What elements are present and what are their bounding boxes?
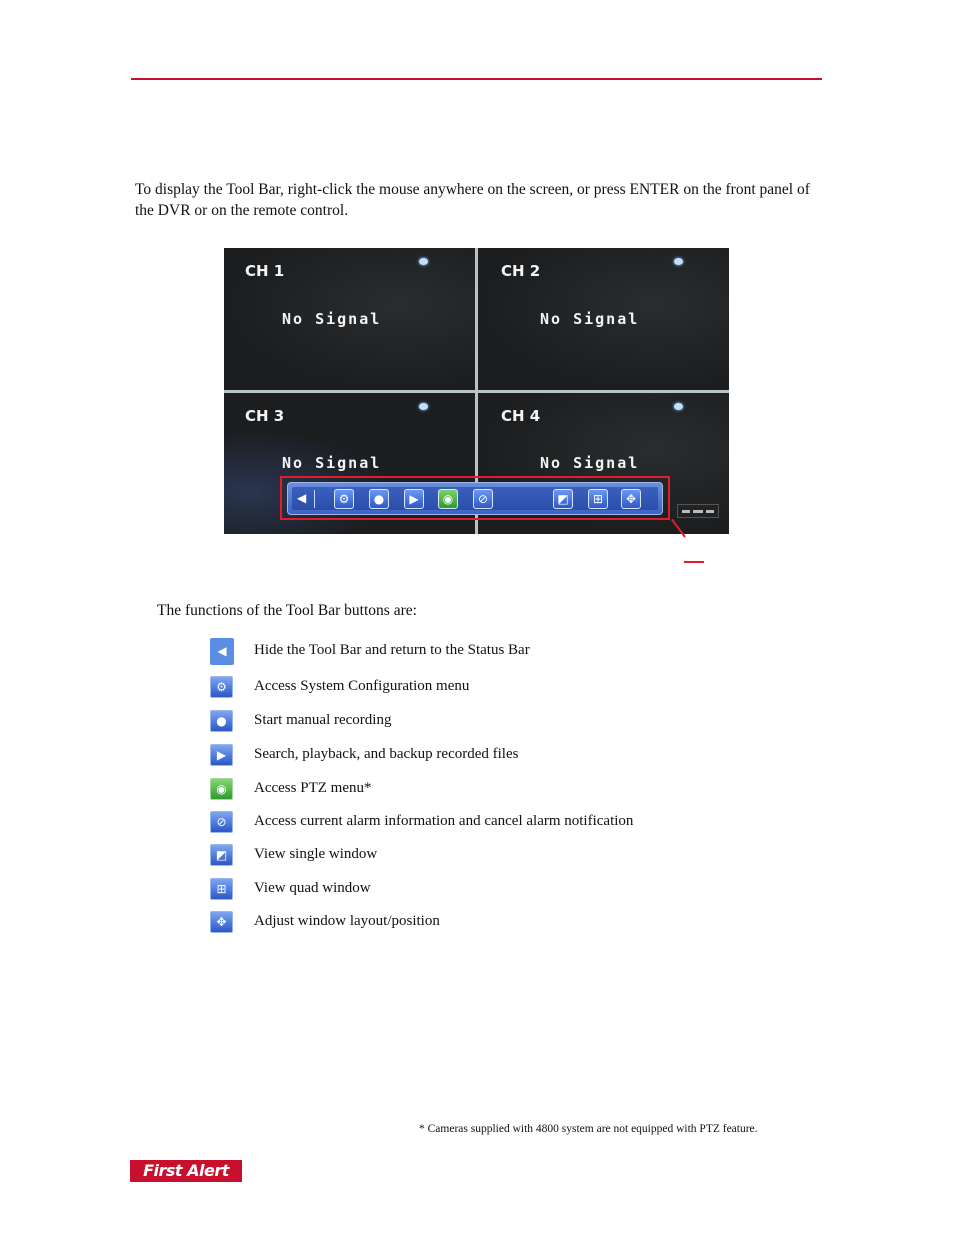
record-icon: ● <box>210 710 233 732</box>
toolbar-highlight-box <box>280 476 670 520</box>
no-signal-text-3: No Signal <box>282 454 382 472</box>
play-icon: ▶ <box>210 744 233 766</box>
status-bar-indicator <box>677 504 719 518</box>
layout-position-icon: ✥ <box>210 911 233 933</box>
play-icon[interactable]: ▶ <box>404 489 424 509</box>
left-arrow-icon: ◀ <box>210 638 234 665</box>
status-dot-icon <box>674 258 683 265</box>
status-dot-icon <box>419 258 428 265</box>
functions-heading: The functions of the Tool Bar buttons are: <box>157 602 417 619</box>
intro-paragraph: To display the Tool Bar, right-click the mouse anywhere on the screen, or press ENTER on the front panel of the DVR or on the remote control. <box>135 181 810 219</box>
channel-label-2: CH 2 <box>501 262 541 280</box>
function-text: Start manual recording <box>254 712 392 728</box>
layout-position-icon[interactable]: ✥ <box>621 489 641 509</box>
ptz-eye-icon[interactable]: ◉ <box>438 489 458 509</box>
function-text: Access current alarm information and cancel alarm notification <box>254 813 634 829</box>
gear-icon[interactable]: ⚙ <box>334 489 354 509</box>
function-text: View single window <box>254 846 378 862</box>
brand-logo: First Alert <box>130 1160 242 1182</box>
callout-line-end <box>684 561 704 563</box>
status-dot-icon <box>419 403 428 410</box>
no-signal-text-1: No Signal <box>282 310 382 328</box>
channel-label-3: CH 3 <box>245 407 285 425</box>
gear-icon: ⚙ <box>210 676 233 698</box>
function-text: Search, playback, and backup recorded files <box>254 746 519 762</box>
record-icon[interactable]: ● <box>369 489 389 509</box>
alarm-icon: ⊘ <box>210 811 233 833</box>
channel-label-4: CH 4 <box>501 407 541 425</box>
single-window-icon[interactable]: ◩ <box>553 489 573 509</box>
no-signal-text-4: No Signal <box>540 454 640 472</box>
quad-window-icon[interactable]: ⊞ <box>588 489 608 509</box>
footnote: * Cameras supplied with 4800 system are not equipped with PTZ feature. <box>419 1123 758 1135</box>
status-dot-icon <box>674 403 683 410</box>
ptz-eye-icon: ◉ <box>210 778 233 800</box>
channel-label-1: CH 1 <box>245 262 285 280</box>
header-rule <box>131 78 822 80</box>
function-text: Access System Configuration menu <box>254 678 470 694</box>
alarm-icon[interactable]: ⊘ <box>473 489 493 509</box>
no-signal-text-2: No Signal <box>540 310 640 328</box>
single-window-icon: ◩ <box>210 844 233 866</box>
grid-divider-horizontal <box>224 390 729 393</box>
function-text: Access PTZ menu* <box>254 780 372 796</box>
dvr-screenshot <box>224 248 729 534</box>
function-text: View quad window <box>254 880 371 896</box>
hide-arrow-icon[interactable]: ◀ <box>297 491 307 505</box>
function-text: Hide the Tool Bar and return to the Status Bar <box>254 642 530 658</box>
function-text: Adjust window layout/position <box>254 913 440 929</box>
quad-window-icon: ⊞ <box>210 878 233 900</box>
